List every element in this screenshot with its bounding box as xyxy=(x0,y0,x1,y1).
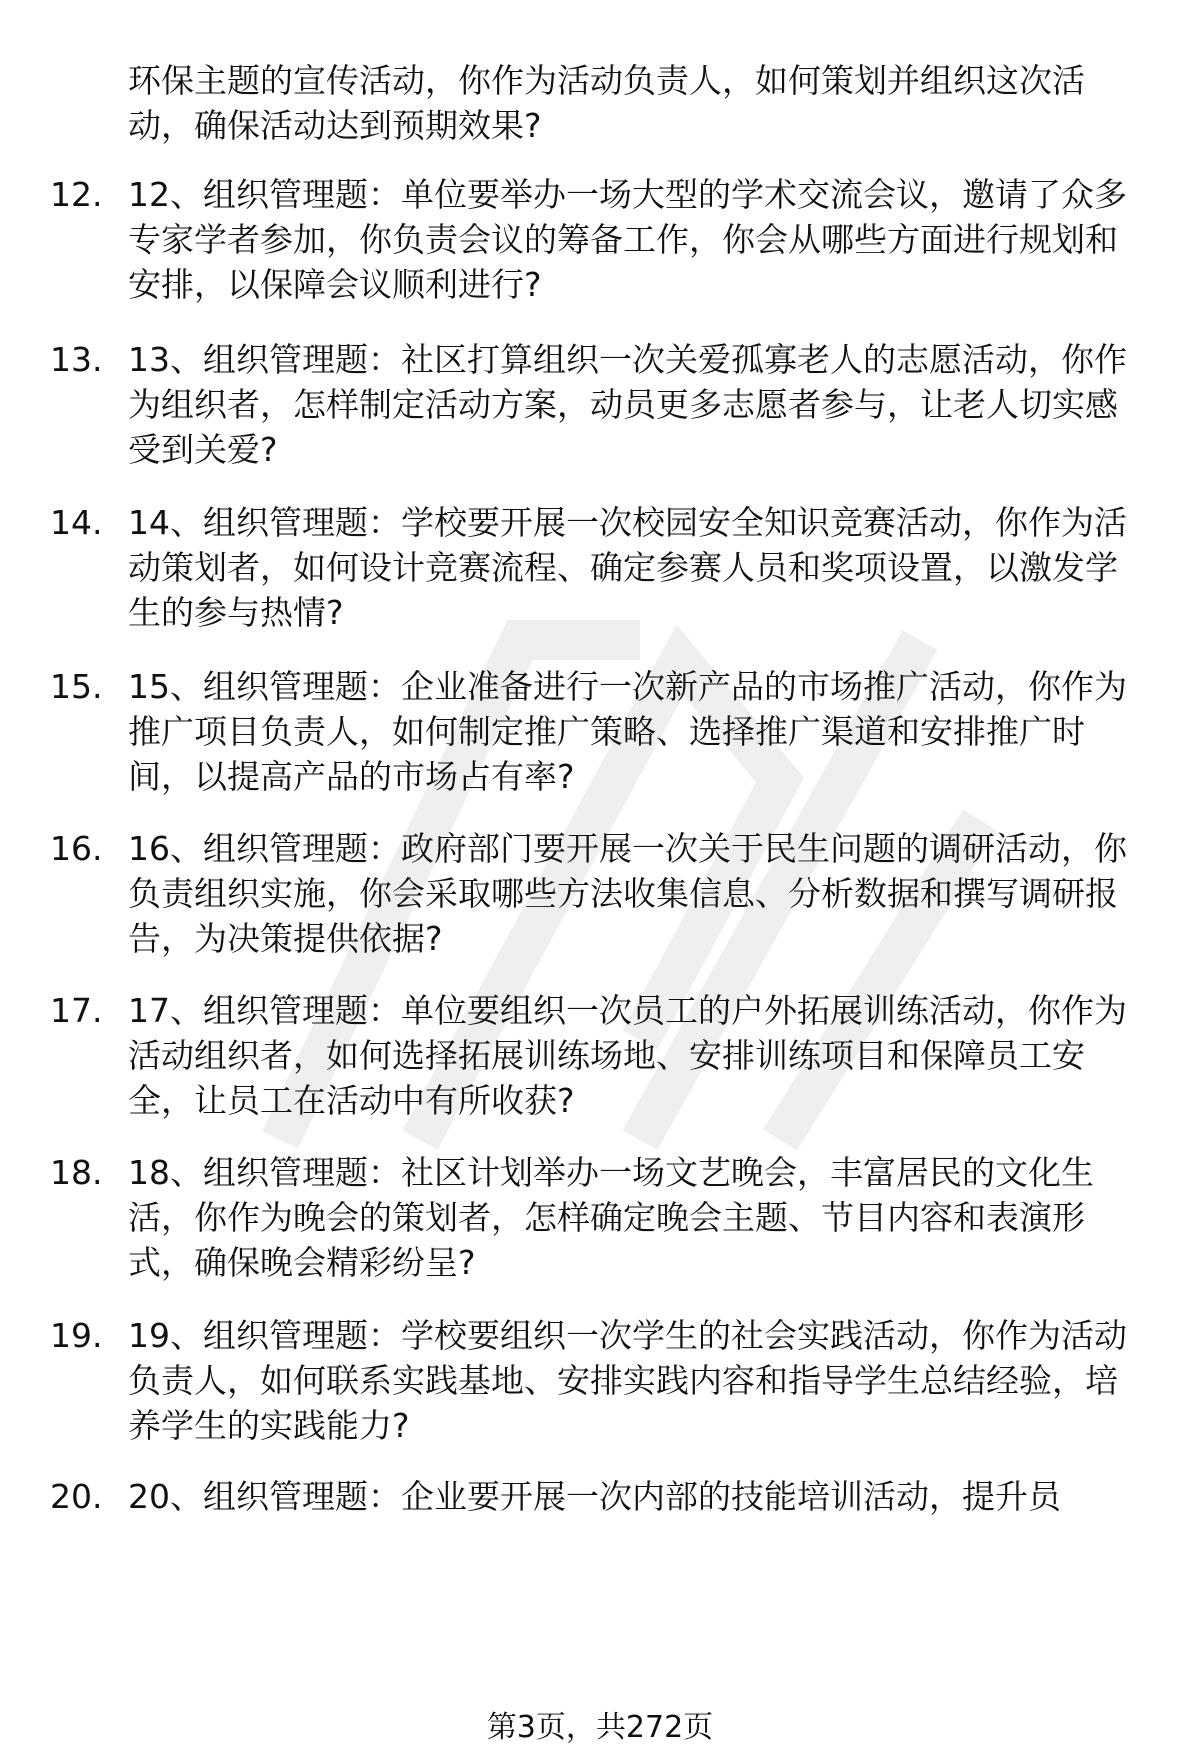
list-number: 20. xyxy=(50,1477,103,1516)
question-text: 12、组织管理题：单位要举办一场大型的学术交流会议，邀请了众多专家学者参加，你负责会议的筹备工作，你会从哪些方面进行规划和安排，以保障会议顺利进行? xyxy=(128,175,1127,304)
question-text: 14、组织管理题：学校要开展一次校园安全知识竞赛活动，你作为活动策划者，如何设计竞赛流程、确定参赛人员和奖项设置，以激发学生的参与热情? xyxy=(128,503,1127,632)
list-number: 17. xyxy=(50,991,103,1030)
question-text: 19、组织管理题：学校要组织一次学生的社会实践活动，你作为活动负责人，如何联系实践基地、安排实践内容和指导学生总结经验，培养学生的实践能力? xyxy=(128,1316,1127,1445)
page-footer: 第3页，共272页 xyxy=(486,1710,714,1745)
question-text: 20、组织管理题：企业要开展一次内部的技能培训活动，提升员 xyxy=(128,1477,1061,1516)
question-text: 16、组织管理题：政府部门要开展一次关于民生问题的调研活动，你负责组织实施，你会采取哪些方法收集信息、分析数据和撰写调研报告，为决策提供依据? xyxy=(128,829,1127,958)
question-text: 13、组织管理题：社区打算组织一次关爱孤寡老人的志愿活动，你作为组织者，怎样制定活动方案，动员更多志愿者参与，让老人切实感受到关爱? xyxy=(128,340,1127,469)
question-text: 18、组织管理题：社区计划举办一场文艺晚会，丰富居民的文化生活，你作为晚会的策划者，怎样确定晚会主题、节目内容和表演形式，确保晚会精彩纷呈? xyxy=(128,1153,1094,1282)
question-text: 15、组织管理题：企业准备进行一次新产品的市场推广活动，你作为推广项目负责人，如何制定推广策略、选择推广渠道和安排推广时间，以提高产品的市场占有率? xyxy=(128,667,1127,796)
question-text: 17、组织管理题：单位要组织一次员工的户外拓展训练活动，你作为活动组织者，如何选择拓展训练场地、安排训练项目和保障员工安全，让员工在活动中有所收获? xyxy=(128,991,1127,1120)
list-number: 16. xyxy=(50,829,103,868)
list-number: 13. xyxy=(50,340,103,379)
list-number: 18. xyxy=(50,1153,103,1192)
list-number: 15. xyxy=(50,667,103,706)
intro-paragraph: 环保主题的宣传活动，你作为活动负责人，如何策划并组织这次活动，确保活动达到预期效果? xyxy=(128,61,1085,145)
list-number: 12. xyxy=(50,175,103,214)
list-number: 14. xyxy=(50,503,103,542)
list-number: 19. xyxy=(50,1316,103,1355)
